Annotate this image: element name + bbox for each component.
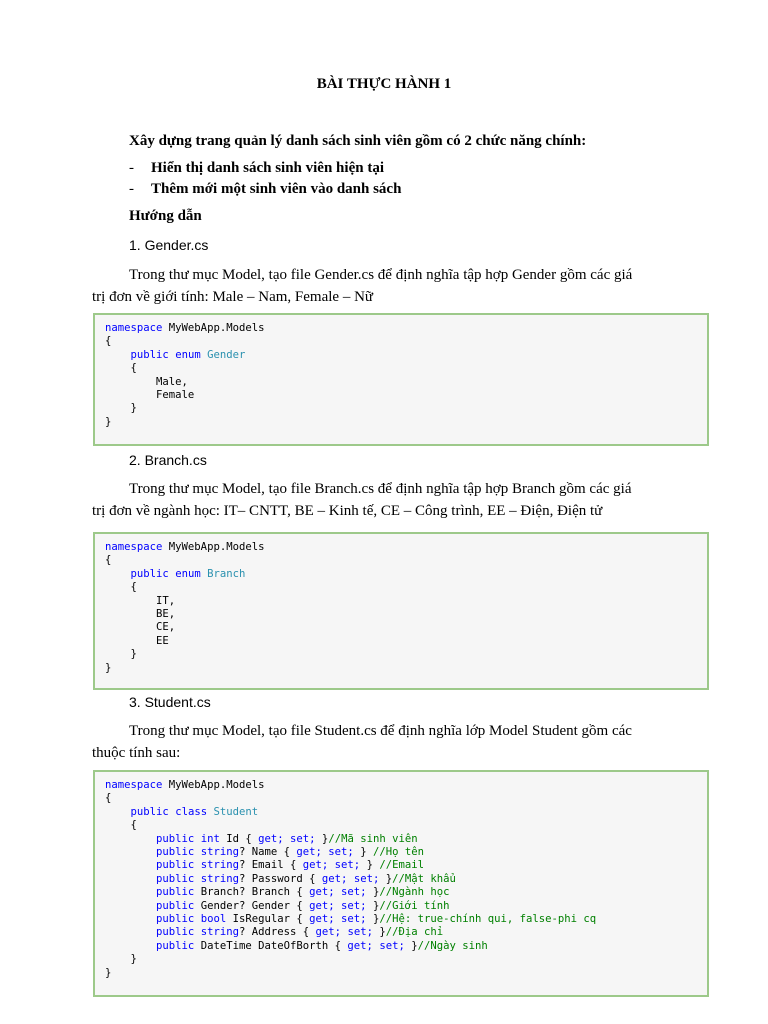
code-brace: } bbox=[360, 859, 380, 872]
code-block-student: namespace MyWebApp.Models { public class Student { public int Id { get; set; }//Mã sinh viên public string? Name { get; set; } //Họ tên public string? Email { get; set; } //Email public string? Password { get; set; }//Mật khẩu public Branch? Branch { get; set; }//Ngành học public Gender? Gender { get; set; }//Giới tính public bool IsRegular { get; set; }//Hệ: true-chính qui, false-phi cq public string? Address { get; set; }//Địa chỉ public DateTime DateOfBorth { get; set; }//Ngày sinh } } bbox=[93, 770, 709, 997]
code-modifier: public bbox=[156, 886, 195, 899]
description-line: thuộc tính sau: bbox=[92, 745, 181, 761]
code-comment: //Hệ: true-chính qui, false-phi cq bbox=[379, 913, 597, 926]
enum-member: IT, bbox=[156, 594, 176, 607]
section-description-gender bbox=[92, 264, 700, 308]
code-brace: } bbox=[353, 846, 373, 859]
code-type-keyword: string bbox=[200, 846, 239, 859]
code-namespace: MyWebApp.Models bbox=[168, 322, 265, 334]
code-keyword: namespace bbox=[105, 779, 163, 791]
code-block-gender: namespace MyWebApp.Models { public enum Gender { Male, Female } } bbox=[93, 313, 709, 446]
code-getter: get; bbox=[309, 886, 335, 899]
code-getter: get; bbox=[258, 832, 284, 845]
code-property-name: DateTime DateOfBorth { bbox=[200, 939, 348, 952]
description-line: Trong thư mục Model, tạo file Student.cs để định nghĩa lớp Model Student gồm các bbox=[129, 723, 632, 739]
code-namespace: MyWebApp.Models bbox=[168, 541, 265, 553]
section-label-gender: 1. Gender.cs bbox=[129, 237, 209, 253]
code-comment: //Họ tên bbox=[372, 846, 424, 859]
code-getter: get; bbox=[309, 913, 335, 926]
code-getter: get; bbox=[309, 899, 335, 912]
code-getter: get; bbox=[315, 926, 342, 939]
code-property-name: Gender? Gender { bbox=[200, 899, 310, 912]
code-modifier: public bbox=[156, 939, 195, 952]
property-line bbox=[105, 846, 424, 858]
code-setter: set; bbox=[379, 939, 405, 952]
property-line bbox=[105, 940, 488, 952]
code-property-name: ? Password { bbox=[238, 872, 322, 885]
code-modifier: public bbox=[156, 913, 195, 926]
property-line bbox=[105, 833, 418, 845]
page-title: BÀI THỰC HÀNH 1 bbox=[316, 76, 452, 92]
code-brace: } bbox=[366, 886, 380, 899]
code-setter: set; bbox=[353, 872, 380, 885]
enum-member: CE, bbox=[156, 621, 176, 634]
description-line: Trong thư mục Model, tạo file Branch.cs để định nghĩa tập hợp Branch gồm các giá bbox=[129, 481, 632, 497]
code-setter: set; bbox=[334, 859, 361, 872]
code-modifier: public bbox=[156, 872, 195, 885]
enum-member: EE bbox=[156, 634, 169, 647]
code-comment: //Ngày sinh bbox=[417, 939, 488, 952]
code-comment: //Mã sinh viên bbox=[328, 832, 418, 845]
code-namespace: MyWebApp.Models bbox=[168, 779, 265, 791]
description-line: trị đơn về giới tính: Male – Nam, Female – Nữ bbox=[92, 289, 374, 305]
bullet-text: Hiển thị danh sách sinh viên hiện tại bbox=[151, 160, 384, 176]
property-line bbox=[105, 859, 424, 871]
code-type-keyword: int bbox=[200, 832, 220, 845]
code-getter: get; bbox=[296, 846, 322, 859]
description-line: Trong thư mục Model, tạo file Gender.cs để định nghĩa tập hợp Gender gồm các giá bbox=[129, 267, 633, 283]
code-brace: } bbox=[366, 913, 380, 926]
code-type-keyword: string bbox=[200, 926, 239, 939]
code-property-name: Branch? Branch { bbox=[200, 886, 310, 899]
code-setter: set; bbox=[347, 926, 373, 939]
code-property-name: Id { bbox=[219, 832, 259, 845]
code-setter: set; bbox=[341, 913, 367, 926]
code-setter: set; bbox=[328, 846, 354, 859]
enum-member: Female bbox=[156, 389, 195, 402]
section-description-branch bbox=[92, 478, 700, 522]
code-brace: } bbox=[315, 832, 329, 845]
code-type-keyword: string bbox=[200, 859, 239, 872]
code-comment: //Giới tính bbox=[379, 899, 450, 912]
bullet-dash: - bbox=[129, 181, 134, 197]
code-modifier: public bbox=[156, 832, 195, 845]
code-type-name: Student bbox=[213, 805, 259, 818]
property-line bbox=[105, 926, 443, 938]
code-property-name: ? Email { bbox=[238, 859, 303, 872]
code-modifier: public bbox=[156, 899, 195, 912]
code-setter: set; bbox=[341, 899, 367, 912]
code-modifier: public bbox=[156, 926, 195, 939]
code-brace: } bbox=[404, 939, 418, 952]
property-line bbox=[105, 886, 450, 898]
task-heading: Xây dựng trang quản lý danh sách sinh viên gồm có 2 chức năng chính: bbox=[129, 133, 587, 149]
code-setter: set; bbox=[290, 832, 316, 845]
code-brace: } bbox=[372, 926, 386, 939]
code-keyword: namespace bbox=[105, 322, 163, 334]
code-type-keyword: bool bbox=[200, 913, 227, 926]
code-brace: } bbox=[379, 872, 393, 885]
code-setter: set; bbox=[341, 886, 367, 899]
description-line: trị đơn về ngành học: IT– CNTT, BE – Kinh tế, CE – Công trình, EE – Điện, Điện tử bbox=[92, 503, 603, 519]
code-property-name: ? Address { bbox=[238, 926, 316, 939]
code-getter: get; bbox=[347, 939, 373, 952]
enum-member: BE, bbox=[156, 608, 176, 621]
section-description-student bbox=[92, 720, 700, 764]
code-getter: get; bbox=[302, 859, 329, 872]
code-comment: //Mật khẩu bbox=[392, 872, 456, 885]
property-line bbox=[105, 900, 450, 912]
code-comment: //Email bbox=[379, 859, 424, 872]
code-modifier: public bbox=[156, 846, 195, 859]
code-block-branch: namespace MyWebApp.Models { public enum Branch { IT, BE, CE, EE } } bbox=[93, 532, 709, 690]
code-comment: //Địa chỉ bbox=[385, 926, 444, 939]
code-property-name: ? Name { bbox=[238, 846, 297, 859]
bullet-text: Thêm mới một sinh viên vào danh sách bbox=[151, 181, 402, 197]
code-modifier: public bbox=[156, 859, 195, 872]
code-getter: get; bbox=[321, 872, 348, 885]
property-line bbox=[105, 913, 596, 925]
code-comment: //Ngành học bbox=[379, 886, 450, 899]
property-line bbox=[105, 873, 456, 885]
section-label-branch: 2. Branch.cs bbox=[129, 452, 207, 468]
code-keyword: namespace bbox=[105, 541, 163, 553]
code-type-name: Gender bbox=[207, 348, 246, 361]
code-property-name: IsRegular { bbox=[226, 913, 310, 926]
code-type-name: Branch bbox=[207, 567, 246, 580]
bullet-dash: - bbox=[129, 160, 134, 176]
code-type-keyword: string bbox=[200, 872, 239, 885]
enum-member: Male, bbox=[156, 375, 188, 388]
code-brace: } bbox=[366, 899, 380, 912]
section-label-student: 3. Student.cs bbox=[129, 694, 211, 710]
guide-heading: Hướng dẫn bbox=[129, 208, 202, 224]
